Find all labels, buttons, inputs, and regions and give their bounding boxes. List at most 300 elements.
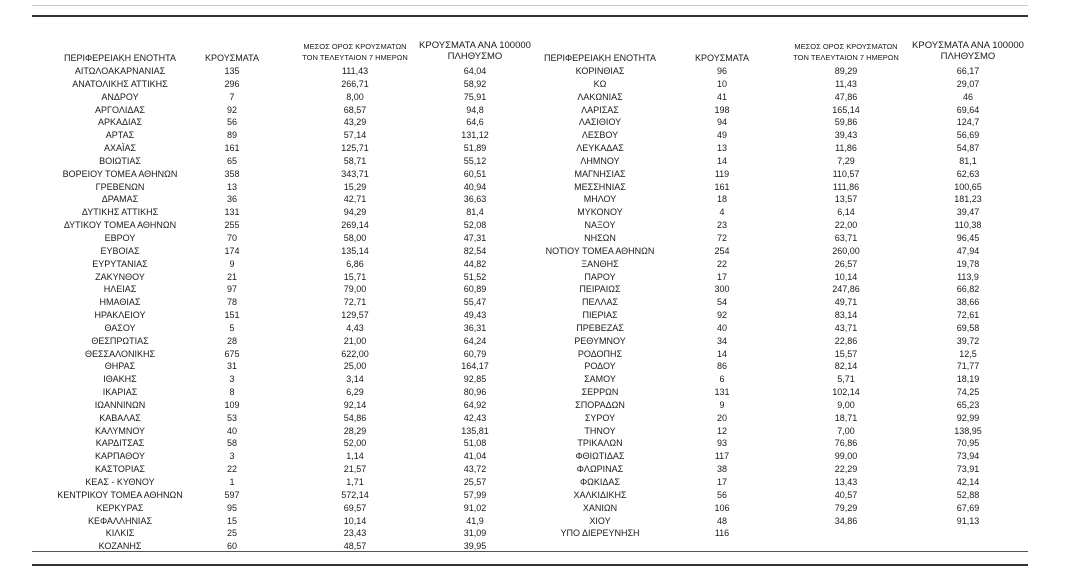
- cases-cell: 21: [226, 271, 237, 282]
- cases-cell: 38: [716, 464, 727, 475]
- per100k-cell: 41,04: [463, 451, 487, 462]
- cases-cell: 106: [714, 502, 730, 513]
- cases-cell: 119: [714, 168, 730, 179]
- table-row: [0, 463, 1069, 476]
- table-row: [0, 373, 1069, 386]
- per100k-cell: 65,23: [956, 399, 980, 410]
- table-row: [0, 78, 1069, 91]
- region-cell: ΧΑΛΚΙΔΙΚΗΣ: [573, 489, 627, 500]
- avg-cell: 76,86: [834, 438, 858, 449]
- region-cell: ΚΟΖΑΝΗΣ: [98, 541, 142, 552]
- avg-cell: 89,29: [834, 66, 858, 76]
- per100k-cell: 43,72: [463, 464, 487, 475]
- per100k-cell: 44,82: [463, 258, 487, 269]
- table-row: [0, 168, 1069, 181]
- region-cell: ΝΑΞΟΥ: [584, 220, 616, 231]
- per100k-cell: 72,61: [956, 310, 980, 321]
- avg-cell: 23,43: [343, 528, 367, 539]
- region-cell: ΑΡΓΟΛΙΔΑΣ: [95, 104, 145, 115]
- avg-cell: 622,00: [341, 348, 369, 359]
- per100k-cell: 29,07: [956, 78, 980, 89]
- cases-cell: 56: [226, 117, 237, 128]
- cases-cell: 151: [224, 310, 240, 321]
- region-cell: ΑΡΚΑΔΙΑΣ: [97, 117, 143, 128]
- region-cell: ΗΜΑΘΙΑΣ: [99, 297, 141, 308]
- avg-cell: 6,86: [346, 258, 364, 269]
- per100k-cell: 138,95: [954, 425, 982, 436]
- region-cell: ΚΑΣΤΟΡΙΑΣ: [95, 464, 145, 475]
- per100k-cell: 64,6: [466, 117, 484, 128]
- table-row: [0, 65, 1069, 78]
- avg-cell: 15,29: [343, 181, 367, 192]
- table-row: [0, 258, 1069, 271]
- cases-cell: 254: [714, 245, 730, 256]
- cases-cell: 12: [716, 425, 727, 436]
- region-cell: ΚΑΒΑΛΑΣ: [99, 412, 141, 423]
- table-row: [0, 489, 1069, 502]
- region-cell: ΚΕΦΑΛΛΗΝΙΑΣ: [87, 515, 153, 526]
- region-cell: ΛΑΡΙΣΑΣ: [581, 104, 619, 115]
- region-cell: ΚΕΑΣ - ΚΥΘΝΟΥ: [85, 477, 155, 487]
- per100k-cell: 54,87: [956, 143, 980, 154]
- table-row: [0, 450, 1069, 463]
- avg-cell: 68,57: [343, 104, 367, 115]
- table-row: [0, 412, 1069, 425]
- cases-cell: 13: [716, 143, 727, 154]
- per100k-cell: 60,51: [463, 168, 487, 179]
- cases-cell: 34: [716, 335, 727, 346]
- avg-cell: 6,29: [346, 387, 364, 398]
- avg-cell: 5,71: [837, 374, 855, 385]
- cases-cell: 49: [716, 130, 727, 141]
- region-cell: ΑΡΤΑΣ: [105, 130, 135, 141]
- per100k-cell: 25,57: [463, 477, 487, 487]
- avg-cell: 25,00: [343, 361, 367, 372]
- per100k-cell: 64,24: [463, 335, 487, 346]
- header-avg-line1: ΜΕΣΟΣ ΟΡΟΣ ΚΡΟΥΣΜΑΤΩΝ: [303, 42, 407, 51]
- per100k-cell: 92,85: [463, 374, 487, 385]
- per100k-cell: 39,72: [956, 335, 980, 346]
- cases-cell: 58: [226, 438, 237, 449]
- per100k-cell: 110,38: [954, 220, 982, 231]
- per100k-cell: 181,23: [954, 194, 982, 205]
- per100k-cell: 39,47: [956, 207, 980, 218]
- cases-cell: 36: [226, 194, 237, 205]
- region-cell: ΘΗΡΑΣ: [104, 361, 136, 372]
- region-cell: ΗΡΑΚΛΕΙΟΥ: [94, 310, 146, 321]
- header-avg-right: [781, 41, 911, 63]
- cases-cell: 95: [226, 502, 237, 513]
- avg-cell: 3,14: [346, 374, 364, 385]
- region-cell: ΡΟΔΟΠΗΣ: [577, 348, 623, 359]
- per100k-cell: 124,7: [956, 117, 980, 128]
- table-row: [0, 296, 1069, 309]
- per100k-cell: 73,91: [956, 464, 980, 475]
- cases-cell: 56: [716, 489, 727, 500]
- region-cell: ΠΡΕΒΕΖΑΣ: [576, 322, 624, 333]
- avg-cell: 21,00: [343, 335, 367, 346]
- cases-cell: 7: [229, 91, 235, 102]
- per100k-cell: 66,82: [956, 284, 980, 295]
- region-cell: ΜΗΛΟΥ: [583, 194, 617, 205]
- avg-cell: 42,71: [343, 194, 367, 205]
- table-row: [0, 116, 1069, 129]
- avg-cell: 18,71: [834, 412, 858, 423]
- table-row: [0, 206, 1069, 219]
- cases-cell: 28: [226, 335, 237, 346]
- per100k-cell: 51,52: [463, 271, 487, 282]
- per100k-cell: 69,64: [956, 104, 980, 115]
- cases-cell: 161: [224, 143, 240, 154]
- avg-cell: 102,14: [832, 387, 860, 398]
- cases-cell: 48: [716, 515, 727, 526]
- avg-cell: 52,00: [343, 438, 367, 449]
- table-row: [0, 193, 1069, 206]
- region-cell: ΠΙΕΡΙΑΣ: [582, 310, 618, 321]
- avg-cell: 22,86: [834, 335, 858, 346]
- per100k-cell: 58,92: [463, 78, 487, 89]
- avg-cell: 8,00: [346, 91, 364, 102]
- table-row: [0, 348, 1069, 361]
- cases-cell: 255: [224, 220, 240, 231]
- header-avg-line1: ΜΕΣΟΣ ΟΡΟΣ ΚΡΟΥΣΜΑΤΩΝ: [794, 42, 898, 51]
- region-cell: ΠΕΛΛΑΣ: [581, 297, 619, 308]
- header-per100k-line2: ΠΛΗΘΥΣΜΟ: [940, 51, 996, 62]
- table-row: [0, 181, 1069, 194]
- top-rule: [32, 5, 1028, 6]
- avg-cell: 22,29: [834, 464, 858, 475]
- per100k-cell: 12,5: [959, 348, 977, 359]
- per100k-cell: 67,69: [956, 502, 980, 513]
- avg-cell: 99,00: [834, 451, 858, 462]
- cases-cell: 198: [714, 104, 730, 115]
- header-region-left: ΠΕΡΙΦΕΡΕΙΑΚΗ ΕΝΟΤΗΤΑ: [63, 53, 177, 63]
- per100k-cell: 81,4: [466, 207, 484, 218]
- region-cell: ΥΠΟ ΔΙΕΡΕΥΝΗΣΗ: [560, 528, 640, 539]
- table-row: [0, 142, 1069, 155]
- cases-cell: 135: [224, 66, 240, 76]
- cases-cell: 675: [224, 348, 240, 359]
- per100k-cell: 71,77: [956, 361, 980, 372]
- per100k-cell: 100,65: [954, 181, 982, 192]
- per100k-cell: 96,45: [956, 232, 980, 243]
- avg-cell: 94,29: [343, 207, 367, 218]
- cases-cell: 92: [226, 104, 237, 115]
- avg-cell: 49,71: [834, 297, 858, 308]
- cases-cell: 116: [714, 528, 730, 539]
- per100k-cell: 51,89: [463, 143, 487, 154]
- cases-cell: 70: [226, 232, 237, 243]
- cases-cell: 22: [226, 464, 237, 475]
- per100k-cell: 74,25: [956, 387, 980, 398]
- region-cell: ΚΑΡΠΑΘΟΥ: [94, 451, 146, 462]
- per100k-cell: 70,95: [956, 438, 980, 449]
- region-cell: ΞΑΝΘΗΣ: [581, 258, 619, 269]
- header-per100k-right: [898, 40, 1038, 62]
- avg-cell: 54,86: [343, 412, 367, 423]
- avg-cell: 1,71: [346, 477, 364, 487]
- avg-cell: 58,71: [343, 155, 367, 166]
- region-cell: ΙΚΑΡΙΑΣ: [102, 387, 138, 398]
- per100k-cell: 64,92: [463, 399, 487, 410]
- region-cell: ΘΑΣΟΥ: [104, 322, 136, 333]
- region-cell: ΡΕΘΥΜΝΟΥ: [574, 335, 626, 346]
- cases-cell: 131: [224, 207, 240, 218]
- per100k-cell: 75,91: [463, 91, 487, 102]
- region-cell: ΦΩΚΙΔΑΣ: [580, 477, 620, 487]
- header-cases-left: ΚΡΟΥΣΜΑΤΑ: [205, 53, 259, 63]
- region-cell: ΙΩΑΝΝΙΝΩΝ: [94, 399, 146, 410]
- cases-cell: 96: [716, 66, 727, 76]
- region-cell: ΒΟΡΕΙΟΥ ΤΟΜΕΑ ΑΘΗΝΩΝ: [62, 168, 178, 179]
- cases-cell: 117: [714, 451, 730, 462]
- per100k-cell: 91,02: [463, 502, 487, 513]
- avg-cell: 572,14: [341, 489, 369, 500]
- per100k-cell: 19,78: [956, 258, 980, 269]
- avg-cell: 1,14: [346, 451, 364, 462]
- cases-cell: 15: [226, 515, 237, 526]
- avg-cell: 110,57: [832, 168, 860, 179]
- cases-cell: 8: [229, 387, 235, 398]
- region-cell: ΔΥΤΙΚΗΣ ΑΤΤΙΚΗΣ: [81, 207, 159, 218]
- table-row: [0, 309, 1069, 322]
- header-avg-line2: ΤΟΝ ΤΕΛΕΥΤΑΙΟΝ 7 ΗΜΕΡΩΝ: [302, 53, 408, 62]
- per100k-cell: 60,79: [463, 348, 487, 359]
- table-row: [0, 399, 1069, 412]
- region-cell: ΣΕΡΡΩΝ: [581, 387, 619, 398]
- table-row: [0, 232, 1069, 245]
- table-row: [0, 322, 1069, 335]
- region-cell: ΗΛΕΙΑΣ: [103, 284, 137, 295]
- cases-cell: 22: [716, 258, 727, 269]
- region-cell: ΕΥΒΟΙΑΣ: [100, 245, 140, 256]
- cases-cell: 23: [716, 220, 727, 231]
- avg-cell: 111,43: [341, 66, 369, 76]
- table-row: [0, 155, 1069, 168]
- avg-cell: 43,71: [834, 322, 858, 333]
- region-cell: ΚΩ: [593, 78, 607, 89]
- per100k-cell: 64,04: [463, 66, 487, 76]
- cases-cell: 14: [716, 348, 727, 359]
- region-cell: ΚΑΛΥΜΝΟΥ: [94, 425, 146, 436]
- region-cell: ΛΑΚΩΝΙΑΣ: [577, 91, 623, 102]
- region-cell: ΛΑΣΙΘΙΟΥ: [578, 117, 622, 128]
- cases-cell: 53: [226, 412, 237, 423]
- cases-cell: 97: [226, 284, 237, 295]
- region-cell: ΜΥΚΟΝΟΥ: [577, 207, 623, 218]
- avg-cell: 58,00: [343, 232, 367, 243]
- per100k-cell: 66,17: [956, 66, 980, 76]
- per100k-cell: 57,99: [463, 489, 487, 500]
- bottom-rule: [32, 551, 1028, 552]
- per100k-cell: 81,1: [959, 155, 977, 166]
- cases-cell: 93: [716, 438, 727, 449]
- per100k-cell: 49,43: [463, 310, 487, 321]
- per100k-cell: 92,99: [956, 412, 980, 423]
- region-cell: ΑΧΑΪΑΣ: [103, 143, 137, 154]
- per100k-cell: 36,63: [463, 194, 487, 205]
- per100k-cell: 52,08: [463, 220, 487, 231]
- per100k-cell: 135,81: [461, 425, 489, 436]
- region-cell: ΔΡΑΜΑΣ: [101, 194, 139, 205]
- right-table: [0, 65, 1069, 540]
- per100k-cell: 94,8: [466, 104, 484, 115]
- table-row: [0, 437, 1069, 450]
- avg-cell: 43,29: [343, 117, 367, 128]
- region-cell: ΤΗΝΟΥ: [584, 425, 616, 436]
- per100k-cell: 47,31: [463, 232, 487, 243]
- region-cell: ΣΑΜΟΥ: [584, 374, 616, 385]
- avg-cell: 165,14: [832, 104, 860, 115]
- region-cell: ΛΕΣΒΟΥ: [581, 130, 619, 141]
- cases-cell: 18: [716, 194, 727, 205]
- avg-cell: 247,86: [832, 284, 860, 295]
- cases-cell: 94: [716, 117, 727, 128]
- avg-cell: 26,57: [834, 258, 858, 269]
- per100k-cell: 40,94: [463, 181, 487, 192]
- cases-cell: 6: [719, 374, 725, 385]
- per100k-cell: 82,54: [463, 245, 487, 256]
- region-cell: ΑΙΤΩΛΟΑΚΑΡΝΑΝΙΑΣ: [74, 66, 166, 76]
- cases-cell: 358: [224, 168, 240, 179]
- table-row: [0, 104, 1069, 117]
- avg-cell: 57,14: [343, 130, 367, 141]
- avg-cell: 10,14: [834, 271, 858, 282]
- avg-cell: 28,29: [343, 425, 367, 436]
- per100k-cell: 39,95: [463, 541, 487, 552]
- avg-cell: 59,86: [834, 117, 858, 128]
- region-cell: ΜΑΓΝΗΣΙΑΣ: [574, 168, 626, 179]
- per100k-cell: 113,9: [957, 271, 979, 282]
- region-cell: ΣΥΡΟΥ: [584, 412, 616, 423]
- header-avg-line2: ΤΟΝ ΤΕΛΕΥΤΑΙΟΝ 7 ΗΜΕΡΩΝ: [793, 53, 899, 62]
- cases-cell: 597: [224, 489, 240, 500]
- cases-cell: 65: [226, 155, 237, 166]
- cases-cell: 13: [226, 181, 237, 192]
- per100k-cell: 60,89: [463, 284, 487, 295]
- per100k-cell: 62,63: [956, 168, 980, 179]
- region-cell: ΖΑΚΥΝΘΟΥ: [95, 271, 145, 282]
- per100k-cell: 38,66: [956, 297, 980, 308]
- cases-cell: 131: [714, 387, 730, 398]
- cases-cell: 86: [716, 361, 727, 372]
- cases-cell: 40: [226, 425, 237, 436]
- avg-cell: 13,57: [834, 194, 858, 205]
- region-cell: ΑΝΔΡΟΥ: [101, 91, 139, 102]
- cases-cell: 17: [716, 271, 727, 282]
- cases-cell: 60: [226, 541, 237, 552]
- per100k-cell: 55,47: [463, 297, 487, 308]
- table-row: [0, 386, 1069, 399]
- cases-cell: 3: [229, 451, 235, 462]
- region-cell: ΜΕΣΣΗΝΙΑΣ: [574, 181, 626, 192]
- per100k-cell: 55,12: [463, 155, 487, 166]
- region-cell: ΝΟΤΙΟΥ ΤΟΜΕΑ ΑΘΗΝΩΝ: [545, 245, 655, 256]
- region-cell: ΑΝΑΤΟΛΙΚΗΣ ΑΤΤΙΚΗΣ: [72, 78, 168, 89]
- cases-cell: 4: [719, 207, 725, 218]
- table-row: [0, 515, 1069, 528]
- cases-cell: 89: [226, 130, 237, 141]
- table-row: [0, 129, 1069, 142]
- avg-cell: 22,00: [834, 220, 858, 231]
- avg-cell: 7,00: [837, 425, 855, 436]
- header-per100k-line2: ΠΛΗΘΥΣΜΟ: [447, 51, 503, 62]
- region-cell: ΤΡΙΚΑΛΩΝ: [577, 438, 623, 449]
- cases-cell: 161: [714, 181, 730, 192]
- region-cell: ΘΕΣΣΑΛΟΝΙΚΗΣ: [84, 348, 156, 359]
- per100k-cell: 42,14: [956, 477, 980, 487]
- per100k-cell: 36,31: [463, 322, 487, 333]
- cases-cell: 25: [226, 528, 237, 539]
- avg-cell: 11,86: [835, 143, 857, 154]
- avg-cell: 269,14: [341, 220, 369, 231]
- region-cell: ΛΗΜΝΟΥ: [580, 155, 620, 166]
- region-cell: ΧΙΟΥ: [589, 515, 611, 526]
- avg-cell: 15,57: [834, 348, 858, 359]
- region-cell: ΚΙΛΚΙΣ: [105, 528, 135, 539]
- region-cell: ΠΕΙΡΑΙΩΣ: [579, 284, 621, 295]
- region-cell: ΧΑΝΙΩΝ: [582, 502, 618, 513]
- region-cell: ΦΛΩΡΙΝΑΣ: [576, 464, 624, 475]
- per100k-cell: 41,9: [466, 515, 484, 526]
- per100k-cell: 51,08: [463, 438, 487, 449]
- header-cases-right: ΚΡΟΥΣΜΑΤΑ: [695, 53, 749, 63]
- avg-cell: 72,71: [343, 297, 367, 308]
- cases-cell: 20: [716, 412, 727, 423]
- avg-cell: 34,86: [834, 515, 858, 526]
- per100k-cell: 42,43: [463, 412, 487, 423]
- avg-cell: 21,57: [343, 464, 367, 475]
- region-cell: ΘΕΣΠΡΩΤΙΑΣ: [91, 335, 149, 346]
- avg-cell: 79,29: [834, 502, 858, 513]
- table-row: [0, 476, 1069, 489]
- header-per100k-left: [405, 40, 545, 62]
- avg-cell: 343,71: [341, 168, 369, 179]
- region-cell: ΓΡΕΒΕΝΩΝ: [95, 181, 145, 192]
- region-cell: ΙΘΑΚΗΣ: [103, 374, 137, 385]
- cases-cell: 92: [716, 310, 727, 321]
- avg-cell: 125,71: [341, 143, 369, 154]
- region-cell: ΕΥΡΥΤΑΝΙΑΣ: [92, 258, 148, 269]
- avg-cell: 79,00: [343, 284, 367, 295]
- table-row: [0, 335, 1069, 348]
- cases-cell: 41: [716, 91, 727, 102]
- cases-cell: 78: [226, 297, 237, 308]
- cases-cell: 17: [716, 477, 727, 487]
- avg-cell: 92,14: [343, 399, 367, 410]
- per100k-cell: 69,58: [956, 322, 980, 333]
- table-row: [0, 219, 1069, 232]
- per100k-cell: 47,94: [956, 245, 980, 256]
- cases-cell: 10: [716, 78, 727, 89]
- table-row: [0, 271, 1069, 284]
- per100k-cell: 46: [962, 91, 973, 102]
- region-cell: ΠΑΡΟΥ: [584, 271, 616, 282]
- avg-cell: 48,57: [343, 541, 367, 552]
- avg-cell: 129,57: [341, 310, 369, 321]
- avg-cell: 6,14: [837, 207, 855, 218]
- cases-cell: 300: [714, 284, 730, 295]
- avg-cell: 82,14: [834, 361, 858, 372]
- region-cell: ΦΘΙΩΤΙΔΑΣ: [575, 451, 625, 462]
- cases-cell: 54: [716, 297, 727, 308]
- avg-cell: 69,57: [343, 502, 367, 513]
- region-cell: ΚΟΡΙΝΘΙΑΣ: [575, 66, 625, 76]
- per100k-cell: 80,96: [463, 387, 487, 398]
- region-cell: ΣΠΟΡΑΔΩΝ: [575, 399, 625, 410]
- region-cell: ΝΗΣΩΝ: [584, 232, 616, 243]
- cases-cell: 5: [229, 322, 235, 333]
